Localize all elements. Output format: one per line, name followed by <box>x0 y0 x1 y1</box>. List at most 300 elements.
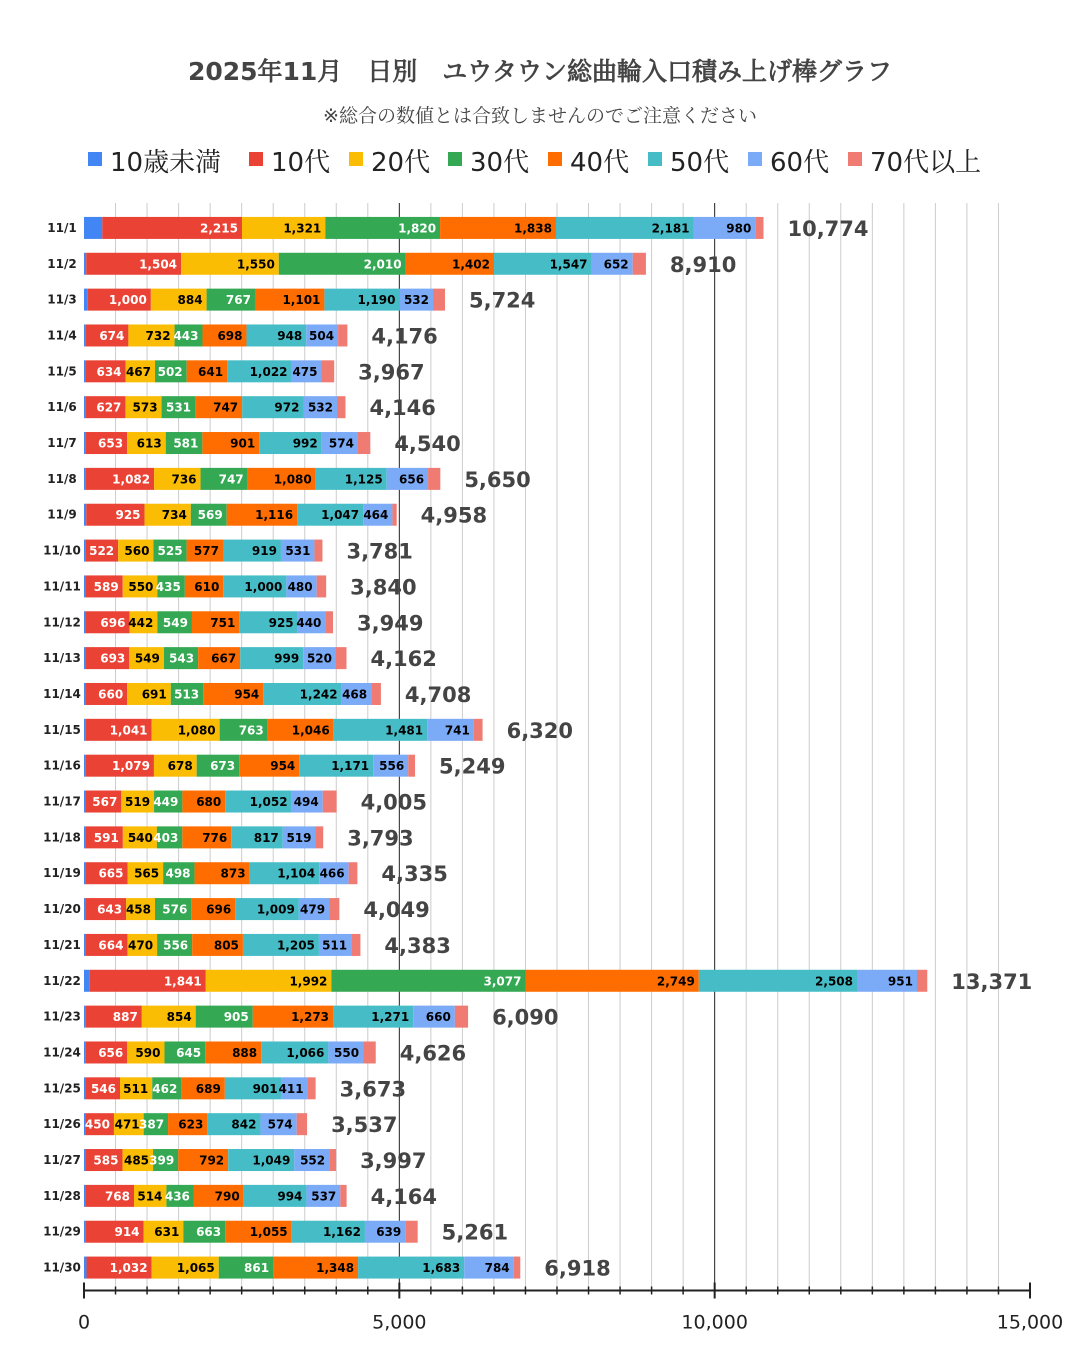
category-label: 11/28 <box>43 1188 81 1203</box>
total-label: 5,261 <box>441 1220 509 1245</box>
data-label: 1,820 <box>398 221 437 236</box>
total-label: 3,793 <box>347 826 414 851</box>
data-label: 532 <box>403 293 430 308</box>
total-label: 4,958 <box>420 503 488 528</box>
data-label: 1,052 <box>249 795 288 810</box>
total-label: 3,781 <box>346 539 413 564</box>
x-tick-label: 0 <box>77 1311 91 1334</box>
data-label: 656 <box>98 1045 124 1060</box>
total-label: 5,650 <box>464 467 531 492</box>
data-label: 581 <box>173 436 199 451</box>
x-tick-label: 10,000 <box>681 1311 748 1334</box>
data-label: 1,273 <box>291 1010 330 1025</box>
category-label: 11/21 <box>43 937 81 952</box>
category-label: 11/15 <box>43 722 81 737</box>
bar-segment <box>408 755 415 777</box>
legend-swatch <box>88 152 102 166</box>
total-label: 4,626 <box>399 1041 467 1066</box>
bar-segment <box>433 289 445 311</box>
bar-segment <box>633 253 646 275</box>
bar-segment <box>84 898 86 920</box>
data-label: 698 <box>217 328 243 343</box>
data-label: 411 <box>278 1081 304 1096</box>
bar-segment <box>84 432 86 454</box>
data-label: 522 <box>89 544 115 559</box>
data-label: 2,181 <box>651 221 690 236</box>
data-label: 1,321 <box>283 221 322 236</box>
bar-segment <box>329 1149 336 1171</box>
data-label: 747 <box>213 400 239 415</box>
data-label: 546 <box>90 1081 117 1096</box>
data-label: 573 <box>132 400 158 415</box>
data-label: 653 <box>98 436 124 451</box>
data-label: 514 <box>137 1189 163 1204</box>
bar-segment <box>84 217 102 239</box>
data-label: 1,205 <box>276 938 315 953</box>
data-label: 972 <box>274 400 300 415</box>
data-label: 471 <box>114 1117 140 1132</box>
data-label: 691 <box>141 687 167 702</box>
bar-segment <box>358 432 370 454</box>
total-label: 6,090 <box>492 1005 559 1030</box>
category-label: 11/16 <box>43 758 81 773</box>
data-label: 884 <box>177 293 203 308</box>
bar-segment <box>84 1221 86 1243</box>
data-label: 511 <box>123 1081 149 1096</box>
data-label: 861 <box>244 1261 270 1276</box>
chart-title: 2025年11月 日別 ユウタウン総曲輪入口積み上げ棒グラフ <box>187 57 893 86</box>
legend-swatch <box>548 152 562 166</box>
data-label: 854 <box>166 1010 192 1025</box>
bar-segment <box>84 862 86 884</box>
bar-segment <box>323 791 337 813</box>
data-label: 790 <box>214 1189 240 1204</box>
legend-swatch <box>848 152 862 166</box>
bar-segment <box>84 934 86 956</box>
data-label: 1,125 <box>344 472 383 487</box>
total-label: 6,320 <box>506 718 574 743</box>
data-label: 623 <box>178 1117 204 1132</box>
bar-segment <box>316 826 324 848</box>
data-label: 567 <box>92 795 118 810</box>
data-label: 1,055 <box>249 1225 288 1240</box>
data-label: 948 <box>277 328 303 343</box>
data-label: 732 <box>145 328 171 343</box>
data-label: 464 <box>363 508 389 523</box>
data-label: 458 <box>125 902 152 917</box>
data-label: 531 <box>285 544 311 559</box>
data-label: 817 <box>253 830 279 845</box>
data-label: 576 <box>162 902 188 917</box>
total-label: 4,540 <box>394 432 461 457</box>
data-label: 436 <box>164 1189 190 1204</box>
total-label: 4,049 <box>363 898 430 923</box>
data-label: 1,116 <box>255 508 294 523</box>
data-label: 751 <box>210 615 236 630</box>
total-label: 6,918 <box>544 1256 611 1281</box>
data-label: 954 <box>234 687 260 702</box>
bar-segment <box>84 826 86 848</box>
category-label: 11/4 <box>47 328 77 343</box>
data-label: 556 <box>163 938 189 953</box>
data-label: 513 <box>174 687 200 702</box>
data-label: 504 <box>309 328 335 343</box>
bar-segment <box>84 504 86 526</box>
data-label: 511 <box>322 938 348 953</box>
data-label: 792 <box>199 1153 225 1168</box>
category-label: 11/8 <box>47 471 77 486</box>
category-label: 11/7 <box>47 436 77 451</box>
data-label: 1,190 <box>357 293 396 308</box>
data-label: 443 <box>173 328 199 343</box>
legend-swatch <box>249 152 263 166</box>
category-label: 11/13 <box>43 651 81 666</box>
data-label: 664 <box>98 938 124 953</box>
bar-segment <box>349 862 358 884</box>
data-label: 1,504 <box>139 257 178 272</box>
bar-segment <box>363 1041 376 1063</box>
chart-subtitle: ※総合の数値とは合致しませんのでご注意ください <box>323 105 757 127</box>
total-label: 3,840 <box>350 575 417 600</box>
category-label: 11/11 <box>43 579 81 594</box>
legend-label: 50代 <box>670 148 730 178</box>
data-label: 1,838 <box>514 221 552 236</box>
data-label: 736 <box>171 472 197 487</box>
data-label: 494 <box>293 795 319 810</box>
data-label: 741 <box>444 723 470 738</box>
bar-segment <box>322 360 335 382</box>
data-label: 645 <box>176 1045 202 1060</box>
bar-segment <box>84 1041 86 1063</box>
total-label: 4,383 <box>384 933 451 958</box>
data-label: 403 <box>153 830 179 845</box>
data-label: 1,841 <box>163 974 202 989</box>
data-label: 954 <box>270 759 296 774</box>
category-label: 11/17 <box>43 794 81 809</box>
data-label: 887 <box>112 1010 138 1025</box>
data-label: 747 <box>218 472 244 487</box>
category-label: 11/3 <box>47 292 77 307</box>
data-label: 873 <box>220 866 246 881</box>
category-label: 11/14 <box>43 686 81 701</box>
bar-segment <box>755 217 763 239</box>
data-label: 696 <box>206 902 232 917</box>
data-label: 1,481 <box>385 723 424 738</box>
data-label: 776 <box>202 830 228 845</box>
category-label: 11/1 <box>47 220 77 235</box>
total-label: 4,164 <box>370 1184 438 1209</box>
data-label: 2,215 <box>200 221 238 236</box>
category-label: 11/18 <box>43 830 81 845</box>
bar-segment <box>84 360 86 382</box>
data-label: 549 <box>134 651 160 666</box>
category-label: 11/9 <box>47 507 77 522</box>
total-label: 5,724 <box>468 288 536 313</box>
bar-segment <box>314 540 322 562</box>
bar-segment <box>84 683 86 705</box>
bar-segment <box>84 755 86 777</box>
bar-segment <box>337 396 345 418</box>
data-label: 768 <box>104 1189 131 1204</box>
data-label: 2,508 <box>815 974 854 989</box>
data-label: 532 <box>307 400 334 415</box>
bar-segment <box>351 934 360 956</box>
data-label: 3,077 <box>483 974 522 989</box>
legend-label: 10歳未満 <box>110 148 222 178</box>
data-label: 696 <box>100 615 126 630</box>
data-label: 440 <box>296 615 322 630</box>
data-label: 1,046 <box>291 723 330 738</box>
bar-segment <box>338 324 347 346</box>
data-label: 591 <box>93 830 119 845</box>
data-label: 574 <box>328 436 354 451</box>
data-label: 1,082 <box>112 472 151 487</box>
data-label: 667 <box>211 651 237 666</box>
data-label: 994 <box>277 1189 303 1204</box>
bar-segment <box>325 611 333 633</box>
bar-segment <box>405 1221 417 1243</box>
data-label: 466 <box>319 866 345 881</box>
data-label: 980 <box>726 221 752 236</box>
data-label: 1,065 <box>176 1261 215 1276</box>
data-label: 1,162 <box>322 1225 361 1240</box>
data-label: 435 <box>155 579 181 594</box>
bar-segment <box>84 611 86 633</box>
bar-segment <box>84 1149 86 1171</box>
category-label: 11/22 <box>43 973 81 988</box>
bar-segment <box>392 504 396 526</box>
data-label: 1,242 <box>299 687 338 702</box>
data-label: 525 <box>157 544 183 559</box>
data-label: 519 <box>125 795 151 810</box>
data-label: 1,104 <box>277 866 316 881</box>
legend-label: 70代以上 <box>870 148 982 178</box>
data-label: 479 <box>300 902 326 917</box>
bar-segment <box>340 1185 346 1207</box>
data-label: 1,041 <box>109 723 148 738</box>
total-label: 4,176 <box>371 324 438 349</box>
total-label: 3,673 <box>339 1077 407 1102</box>
data-label: 449 <box>153 795 179 810</box>
bar-segment <box>84 719 86 741</box>
bar-segment <box>84 647 86 669</box>
legend-swatch <box>648 152 662 166</box>
data-label: 641 <box>198 364 224 379</box>
data-label: 1,009 <box>256 902 295 917</box>
category-label: 11/19 <box>43 866 81 881</box>
total-label: 3,967 <box>358 360 425 385</box>
data-label: 485 <box>123 1153 150 1168</box>
data-label: 560 <box>124 544 150 559</box>
total-label: 13,371 <box>951 969 1033 994</box>
data-label: 480 <box>287 579 313 594</box>
data-label: 784 <box>484 1261 510 1276</box>
data-label: 951 <box>887 974 913 989</box>
category-label: 11/2 <box>47 256 77 271</box>
data-label: 674 <box>99 328 125 343</box>
bar-segment <box>917 970 927 992</box>
bar-segment <box>84 791 86 813</box>
total-label: 3,997 <box>360 1149 427 1174</box>
category-label: 11/6 <box>47 400 77 415</box>
data-label: 1,079 <box>111 759 150 774</box>
x-tick-label: 5,000 <box>372 1311 427 1334</box>
category-label: 11/29 <box>43 1224 81 1239</box>
bar-segment <box>84 324 86 346</box>
data-label: 1,171 <box>331 759 370 774</box>
data-label: 1,402 <box>452 257 490 272</box>
bar-segment <box>336 647 346 669</box>
bar-segment <box>84 1257 87 1279</box>
data-label: 805 <box>213 938 239 953</box>
data-label: 1,101 <box>282 293 321 308</box>
data-label: 914 <box>114 1225 140 1240</box>
data-label: 1,000 <box>244 579 283 594</box>
legend-label: 40代 <box>570 148 630 178</box>
legend-swatch <box>448 152 462 166</box>
data-label: 888 <box>232 1045 258 1060</box>
data-label: 656 <box>399 472 425 487</box>
data-label: 569 <box>197 508 223 523</box>
data-label: 734 <box>161 508 187 523</box>
bar-segment <box>329 898 339 920</box>
bar-segment <box>84 1077 86 1099</box>
data-label: 925 <box>115 508 141 523</box>
bar-segment <box>308 1077 316 1099</box>
data-label: 1,080 <box>177 723 216 738</box>
data-label: 1,049 <box>252 1153 291 1168</box>
data-label: 660 <box>98 687 124 702</box>
data-label: 901 <box>230 436 256 451</box>
data-label: 1,066 <box>286 1045 325 1060</box>
bar-segment <box>84 289 88 311</box>
data-label: 631 <box>154 1225 180 1240</box>
data-label: 442 <box>128 615 154 630</box>
bar-segment <box>84 253 86 275</box>
data-label: 627 <box>96 400 122 415</box>
data-label: 613 <box>136 436 162 451</box>
data-label: 905 <box>223 1010 249 1025</box>
data-label: 2,010 <box>363 257 402 272</box>
data-label: 565 <box>134 866 160 881</box>
bar-segment <box>317 575 327 597</box>
data-label: 665 <box>98 866 124 881</box>
bar-segment <box>514 1257 521 1279</box>
bar-segment <box>84 1185 86 1207</box>
legend-swatch <box>748 152 762 166</box>
bar-segment <box>84 540 85 562</box>
bar-segment <box>371 683 381 705</box>
legend-label: 60代 <box>770 148 830 178</box>
data-label: 549 <box>162 615 188 630</box>
data-label: 1,047 <box>321 508 360 523</box>
data-label: 693 <box>100 651 126 666</box>
data-label: 1,547 <box>549 257 588 272</box>
bar-segment <box>84 970 90 992</box>
data-label: 639 <box>376 1225 402 1240</box>
data-label: 498 <box>165 866 191 881</box>
data-label: 399 <box>149 1153 175 1168</box>
data-label: 543 <box>169 651 195 666</box>
data-label: 652 <box>603 257 629 272</box>
total-label: 4,162 <box>370 647 437 672</box>
data-label: 1,000 <box>108 293 147 308</box>
total-label: 8,910 <box>669 252 737 277</box>
x-tick-label: 15,000 <box>996 1311 1064 1334</box>
total-label: 3,949 <box>357 611 424 636</box>
data-label: 519 <box>286 830 312 845</box>
total-label: 4,146 <box>369 396 436 421</box>
data-label: 1,348 <box>316 1261 355 1276</box>
legend-label: 30代 <box>470 148 530 178</box>
data-label: 556 <box>379 759 405 774</box>
legend-swatch <box>349 152 363 166</box>
category-label: 11/26 <box>43 1117 81 1132</box>
data-label: 680 <box>196 795 222 810</box>
data-label: 1,022 <box>249 364 288 379</box>
data-label: 585 <box>93 1153 119 1168</box>
data-label: 992 <box>292 436 318 451</box>
bar-segment <box>297 1113 307 1135</box>
data-label: 1,550 <box>236 257 275 272</box>
category-label: 11/30 <box>43 1260 81 1275</box>
data-label: 468 <box>342 687 368 702</box>
data-label: 673 <box>210 759 236 774</box>
data-label: 1,271 <box>371 1010 410 1025</box>
data-label: 634 <box>96 364 122 379</box>
data-label: 590 <box>135 1045 161 1060</box>
category-label: 11/24 <box>43 1045 81 1060</box>
data-label: 470 <box>128 938 154 953</box>
data-label: 589 <box>93 579 119 594</box>
legend-label: 10代 <box>271 148 331 178</box>
data-label: 2,749 <box>656 974 695 989</box>
data-label: 1,992 <box>289 974 328 989</box>
data-label: 925 <box>268 615 294 630</box>
data-label: 610 <box>194 579 220 594</box>
category-label: 11/23 <box>43 1009 81 1024</box>
data-label: 577 <box>193 544 219 559</box>
category-label: 11/5 <box>47 364 77 379</box>
data-label: 1,683 <box>422 1261 461 1276</box>
bar-segment <box>84 396 86 418</box>
total-label: 3,537 <box>331 1113 398 1138</box>
data-label: 763 <box>238 723 264 738</box>
data-label: 767 <box>225 293 251 308</box>
data-label: 552 <box>300 1153 326 1168</box>
data-label: 462 <box>152 1081 178 1096</box>
data-label: 663 <box>196 1225 222 1240</box>
bar-segment <box>84 575 86 597</box>
bar-segment <box>428 468 440 490</box>
data-label: 450 <box>84 1117 110 1132</box>
data-label: 574 <box>267 1117 293 1132</box>
total-label: 4,005 <box>360 790 428 815</box>
data-label: 475 <box>292 364 318 379</box>
data-label: 1,032 <box>109 1261 148 1276</box>
data-label: 550 <box>334 1045 360 1060</box>
data-label: 1,080 <box>273 472 312 487</box>
category-label: 11/20 <box>43 902 81 917</box>
data-label: 842 <box>231 1117 257 1132</box>
data-label: 387 <box>139 1117 165 1132</box>
data-label: 999 <box>274 651 300 666</box>
bar-segment <box>455 1006 468 1028</box>
data-label: 689 <box>195 1081 221 1096</box>
total-label: 5,249 <box>439 754 506 779</box>
bar-segment <box>84 1006 86 1028</box>
data-label: 919 <box>251 544 277 559</box>
